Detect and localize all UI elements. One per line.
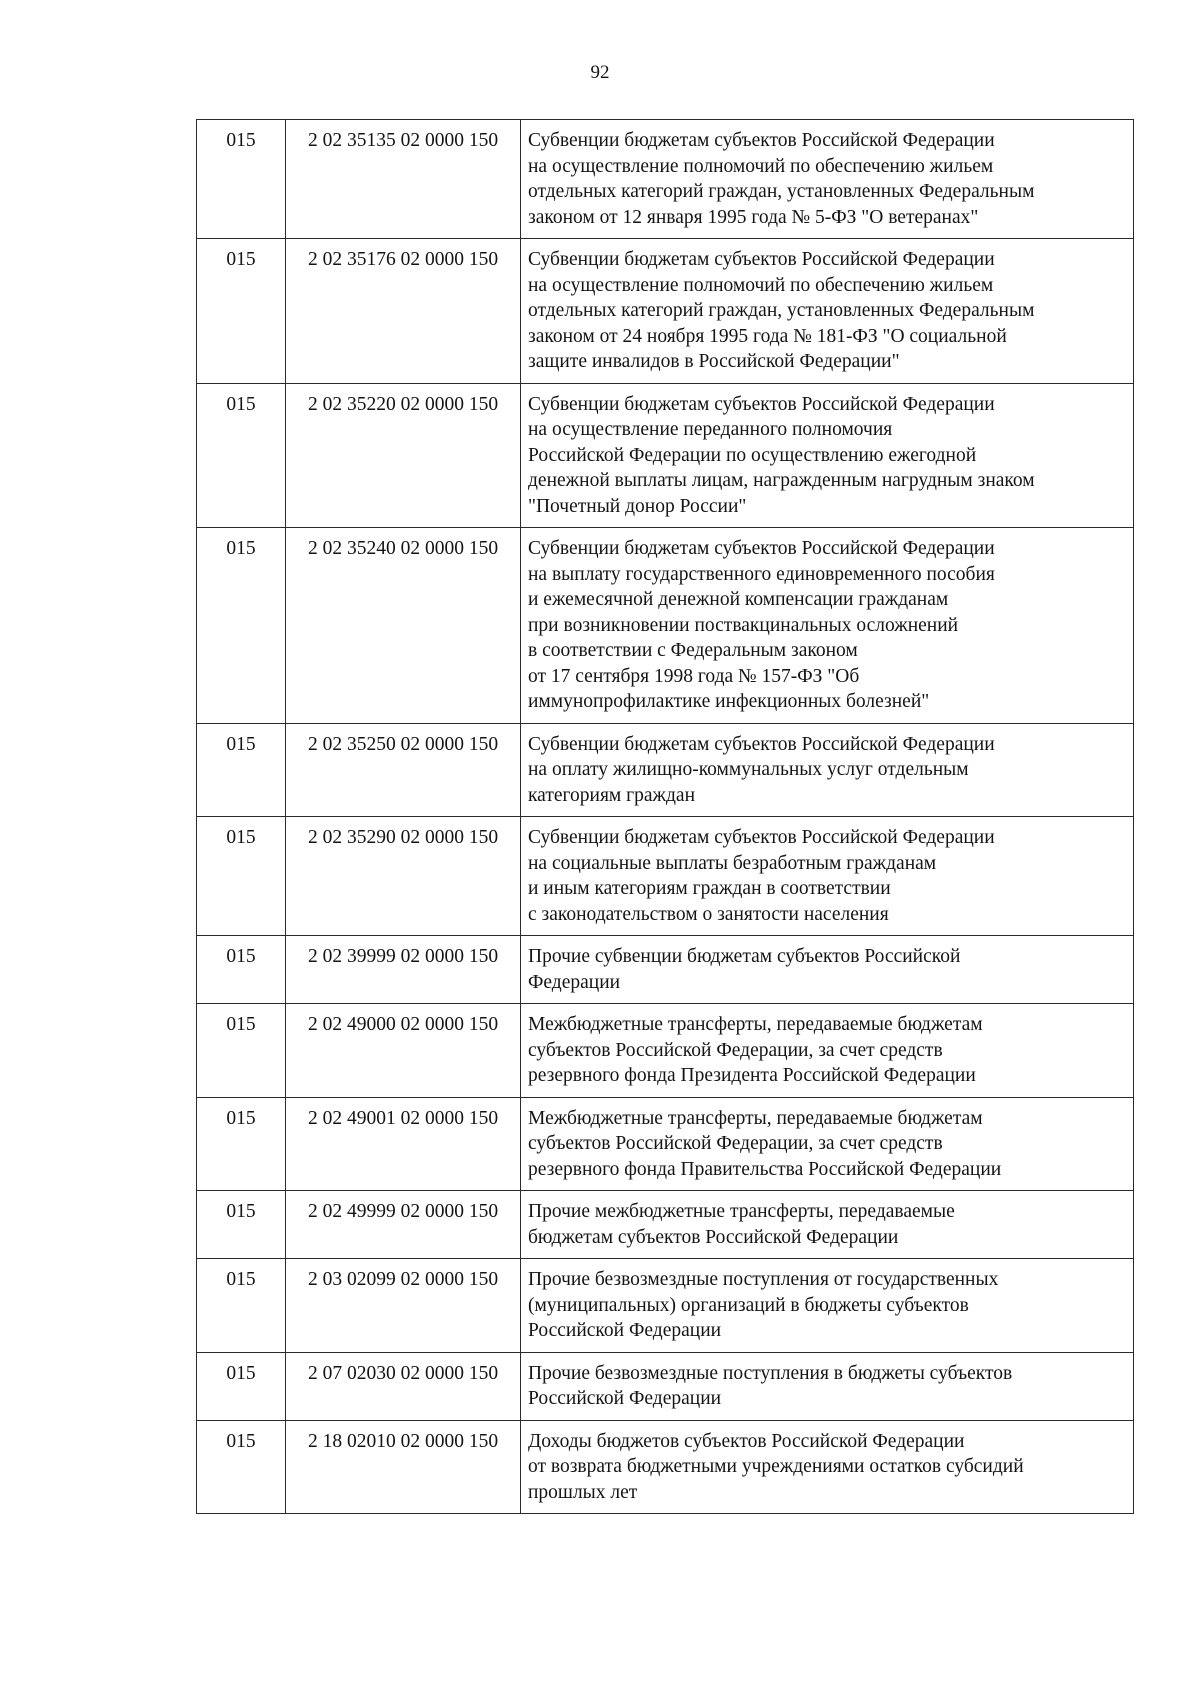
description-line: Межбюджетные трансферты, передаваемые бюджетам [528,1107,983,1129]
description-line: Федерации [528,971,621,993]
table-row [197,1191,1134,1259]
description-cell [521,1004,1134,1098]
description-line: бюджетам субъектов Российской Федерации [528,1226,899,1248]
description-line: Субвенции бюджетам субъектов Российской Федерации [528,130,995,151]
description-line: Прочие субвенции бюджетам субъектов Российской [528,946,961,967]
description-line: Российской Федерации по осуществлению ежегодной [528,444,977,466]
description-cell [521,239,1134,384]
description-line: денежной выплаты лицам, награжденным нагрудным знаком [528,470,1035,491]
description-line: Субвенции бюджетам субъектов Российской Федерации [528,249,995,270]
kbk-code-cell: 2 18 02010 02 0000 150 [286,1420,521,1514]
description-line: Субвенции бюджетам субъектов Российской Федерации [528,393,995,415]
table-row [197,817,1134,936]
admin-code-cell: 015 [197,1352,286,1420]
description-line: Межбюджетные трансферты, передаваемые бюджетам [528,1014,983,1035]
description-cell [521,1259,1134,1353]
table-row [197,528,1134,724]
description-line: и ежемесячной денежной компенсации гражданам [528,589,949,610]
table-row [197,120,1134,239]
description-line: Российской Федерации [528,1320,722,1341]
admin-code-cell: 015 [197,936,286,1004]
kbk-code-cell: 2 02 49001 02 0000 150 [286,1097,521,1191]
description-line: от возврата бюджетными учреждениями остатков субсидий [528,1456,1024,1477]
description-line: на осуществление полномочий по обеспечению жильем [528,274,994,296]
admin-code-cell: 015 [197,1097,286,1191]
description-cell [521,120,1134,239]
description-line: Прочие безвозмездные поступления в бюджеты субъектов [528,1362,1013,1384]
description-line: от 17 сентября 1998 года № 157-ФЗ "Об [528,665,860,687]
description-cell [521,1191,1134,1259]
table-row [197,1004,1134,1098]
description-line: Доходы бюджетов субъектов Российской Федерации [528,1430,965,1452]
description-line: прошлых лет [528,1481,638,1503]
description-line: в соответствии с Федеральным законом [528,640,858,661]
description-line: иммунопрофилактике инфекционных болезней" [528,691,930,712]
kbk-code-cell: 2 02 35250 02 0000 150 [286,723,521,817]
table-row [197,936,1134,1004]
description-line: резервного фонда Президента Российской Федерации [528,1065,976,1086]
budget-codes-table [196,119,1134,1514]
description-line: на социальные выплаты безработным гражданам [528,852,937,874]
description-line: на осуществление переданного полномочия [528,419,893,440]
description-cell [521,1097,1134,1191]
kbk-code-cell: 2 02 35240 02 0000 150 [286,528,521,724]
description-line: Российской Федерации [528,1388,722,1409]
admin-code-cell: 015 [197,817,286,936]
description-line: "Почетный донор России" [528,495,747,517]
description-line: и иным категориям граждан в соответствии [528,878,891,899]
kbk-code-cell: 2 02 35176 02 0000 150 [286,239,521,384]
description-line: с законодательством о занятости населения [528,903,889,925]
description-line: Субвенции бюджетам субъектов Российской Федерации [528,538,995,559]
kbk-code-cell: 2 02 49999 02 0000 150 [286,1191,521,1259]
table-row [197,1420,1134,1514]
admin-code-cell: 015 [197,1191,286,1259]
description-line: Субвенции бюджетам субъектов Российской Федерации [528,733,995,755]
description-cell [521,528,1134,724]
kbk-code-cell: 2 02 35220 02 0000 150 [286,383,521,528]
table-row [197,723,1134,817]
description-line: субъектов Российской Федерации, за счет средств [528,1039,943,1061]
admin-code-cell: 015 [197,120,286,239]
table-row [197,1352,1134,1420]
description-line: на оплату жилищно-коммунальных услуг отдельным [528,759,969,780]
description-line: (муниципальных) организаций в бюджеты субъектов [528,1294,969,1316]
description-line: Субвенции бюджетам субъектов Российской Федерации [528,827,995,848]
description-cell [521,1352,1134,1420]
admin-code-cell: 015 [197,383,286,528]
kbk-code-cell: 2 03 02099 02 0000 150 [286,1259,521,1353]
description-line: Прочие безвозмездные поступления от государственных [528,1269,999,1290]
description-cell [521,723,1134,817]
description-line: на выплату государственного единовременного пособия [528,563,995,585]
kbk-code-cell: 2 02 35135 02 0000 150 [286,120,521,239]
kbk-code-cell: 2 02 35290 02 0000 150 [286,817,521,936]
page-number: 92 [590,62,610,83]
admin-code-cell: 015 [197,1259,286,1353]
admin-code-cell: 015 [197,1004,286,1098]
description-line: законом от 24 ноября 1995 года № 181-ФЗ "О социальной [528,325,1007,347]
description-line: отдельных категорий граждан, установленных Федеральным [528,300,1035,321]
table-row [197,1259,1134,1353]
description-line: Прочие межбюджетные трансферты, передаваемые [528,1201,955,1222]
description-line: отдельных категорий граждан, установленных Федеральным [528,181,1035,202]
admin-code-cell: 015 [197,528,286,724]
description-cell [521,936,1134,1004]
description-line: субъектов Российской Федерации, за счет средств [528,1133,943,1154]
description-cell [521,1420,1134,1514]
kbk-code-cell: 2 02 49000 02 0000 150 [286,1004,521,1098]
description-line: законом от 12 января 1995 года № 5-ФЗ "О ветеранах" [528,206,979,228]
kbk-code-cell: 2 02 39999 02 0000 150 [286,936,521,1004]
table-row [197,383,1134,528]
table-body [197,120,1134,1514]
description-cell [521,383,1134,528]
description-cell [521,817,1134,936]
admin-code-cell: 015 [197,723,286,817]
table-row [197,239,1134,384]
description-line: резервного фонда Правительства Российской Федерации [528,1158,1002,1180]
admin-code-cell: 015 [197,1420,286,1514]
description-line: на осуществление полномочий по обеспечению жильем [528,155,994,177]
description-line: категориям граждан [528,784,696,806]
kbk-code-cell: 2 07 02030 02 0000 150 [286,1352,521,1420]
admin-code-cell: 015 [197,239,286,384]
description-line: при возникновении поствакцинальных осложнений [528,614,959,636]
table-row [197,1097,1134,1191]
description-line: защите инвалидов в Российской Федерации" [528,351,900,372]
